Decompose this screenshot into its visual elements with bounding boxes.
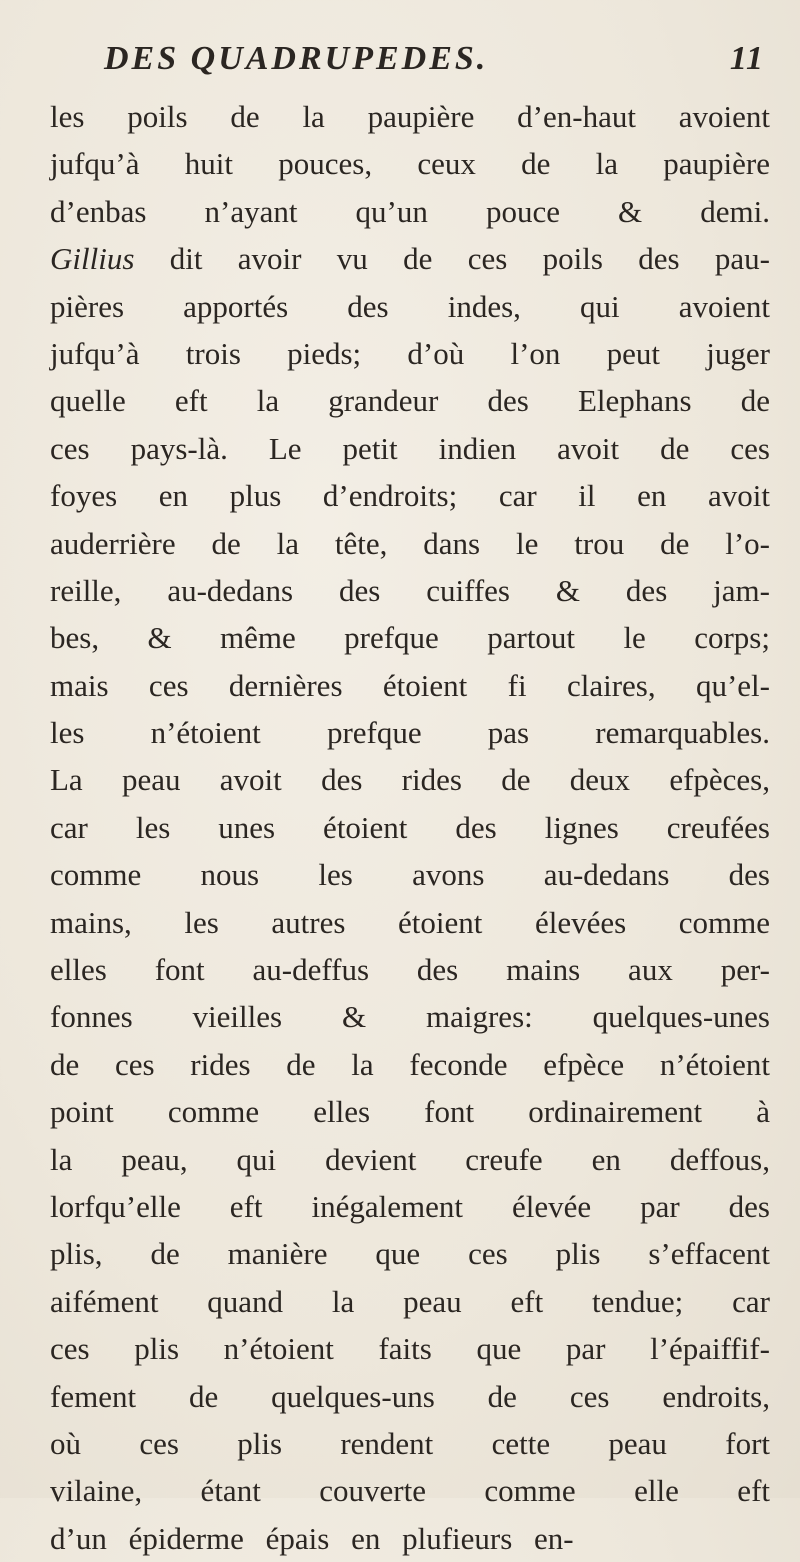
text-line: reille, au-dedans des cuiffes & des jam- <box>50 572 770 608</box>
text-line: bes, & même prefque partout le corps; <box>50 620 770 656</box>
text-line: auderrière de la tête, dans le trou de l’o- <box>50 525 770 561</box>
text-line: vilaine, étant couverte comme elle eft <box>50 1473 770 1509</box>
text-line-gillius <box>50 235 770 282</box>
text-line-rest: dit avoir vu de ces poils des pau- <box>134 241 770 277</box>
running-head <box>104 40 764 90</box>
text-line: quelle eft la grandeur des Elephans de <box>50 383 770 419</box>
italic-name-gillius: Gillius <box>50 241 135 277</box>
text-line: aifément quand la peau eft tendue; car <box>50 1283 770 1319</box>
text-line: lorfqu’elle eft inégalement élevée par des <box>50 1188 770 1224</box>
text-line: elles font au-deffus des mains aux per- <box>50 952 770 988</box>
text-line: car les unes étoient des lignes creufées <box>50 809 770 845</box>
text-line: les n’étoient prefque pas remarquables. <box>50 715 770 751</box>
text-line: mains, les autres étoient élevées comme <box>50 904 770 940</box>
text-line: fonnes vieilles & maigres: quelques-unes <box>50 999 770 1035</box>
text-line: de ces rides de la feconde efpèce n’étoient <box>50 1046 770 1082</box>
text-line: ces pays-là. Le petit indien avoit de ces <box>50 430 770 466</box>
body-text <box>50 93 770 1562</box>
text-line: pières apportés des indes, qui avoient <box>50 288 770 324</box>
text-line-last: d’un épiderme épais en plufieurs en- <box>50 1520 574 1556</box>
text-line: fement de quelques-uns de ces endroits, <box>50 1378 770 1414</box>
text-line: comme nous les avons au-dedans des <box>50 857 770 893</box>
text-line: point comme elles font ordinairement à <box>50 1094 770 1130</box>
text-line: la peau, qui devient creufe en deffous, <box>50 1141 770 1177</box>
page-number: 11 <box>729 40 764 77</box>
text-line: ces plis n’étoient faits que par l’épaiffif- <box>50 1331 770 1367</box>
text-line: les poils de la paupière d’en-haut avoient <box>50 99 770 134</box>
text-line: mais ces dernières étoient fi claires, qu’el- <box>50 667 770 703</box>
text-line: foyes en plus d’endroits; car il en avoit <box>50 478 770 514</box>
text-line: La peau avoit des rides de deux efpèces, <box>50 762 770 798</box>
text-line: plis, de manière que ces plis s’effacent <box>50 1236 770 1272</box>
text-line: jufqu’à trois pieds; d’où l’on peut juger <box>50 335 770 371</box>
text-line: où ces plis rendent cette peau fort <box>50 1425 770 1461</box>
text-line: d’enbas n’ayant qu’un pouce & demi. <box>50 193 770 229</box>
running-head-title: DES QUADRUPEDES. <box>104 40 489 77</box>
text-line: jufqu’à huit pouces, ceux de la paupière <box>50 146 770 182</box>
